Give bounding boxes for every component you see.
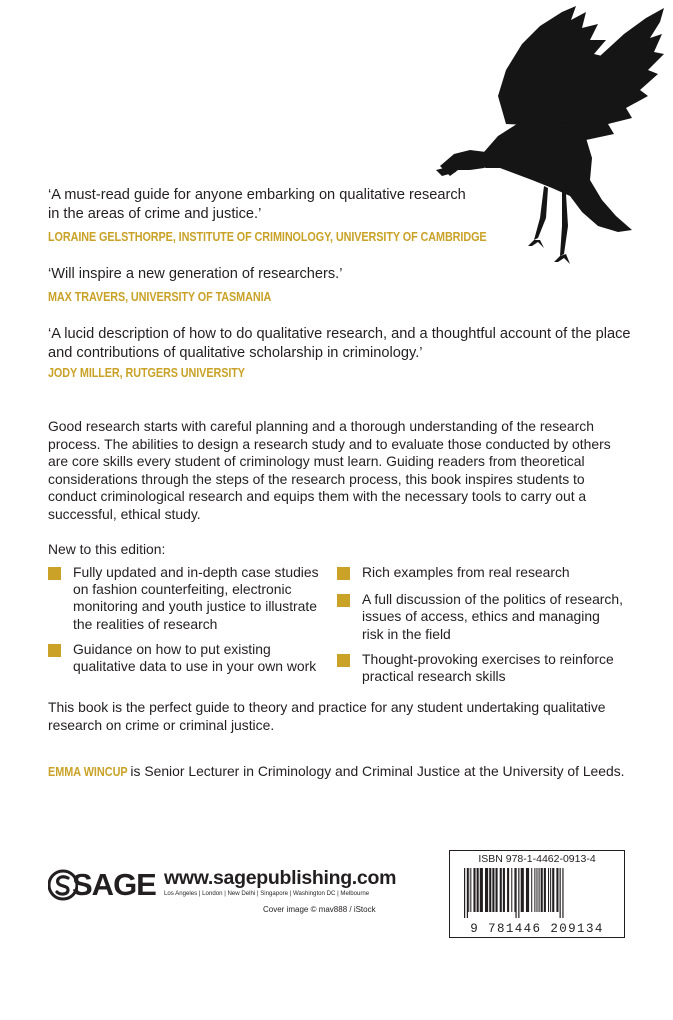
quote-2-text: ‘Will inspire a new generation of researchers.’	[48, 266, 343, 282]
bullet-square-icon	[48, 644, 61, 657]
isbn-number: ISBN 978-1-4462-0913-4	[478, 853, 596, 865]
list-item-text: Thought-provoking exercises to reinforce practical research skills	[362, 650, 614, 685]
new-edition-list-left	[48, 564, 336, 683]
barcode-digits: 9 781446 209134	[470, 922, 604, 936]
book-summary: This book is the perfect guide to theory and practice for any student undertaking qualitative research on crime or criminal justice.	[48, 699, 606, 733]
quote-2-attribution: MAX TRAVERS, UNIVERSITY OF TASMANIA	[48, 290, 272, 304]
list-item	[337, 651, 623, 685]
barcode-bars	[462, 868, 618, 918]
quote-3-text: ‘A lucid description of how to do qualitative research, and a thoughtful account of the place and contributions of qualitative scholarship in criminology.’	[48, 326, 631, 361]
quote-1-attribution: LORAINE GELSTHORPE, INSTITUTE OF CRIMINOLOGY, UNIVERSITY OF CAMBRIDGE	[48, 230, 487, 244]
bullet-square-icon	[337, 594, 350, 607]
list-item	[337, 564, 623, 581]
publisher-cities: Los Angeles | London | New Delhi | Singapore | Washington DC | Melbourne	[164, 890, 370, 897]
bullet-square-icon	[337, 654, 350, 667]
new-edition-heading: New to this edition:	[48, 541, 166, 557]
publisher-logo-text: SAGE	[72, 867, 156, 902]
publisher-website: www.sagepublishing.com	[164, 867, 397, 889]
list-item-text: A full discussion of the politics of research, issues of access, ethics and managing risk in the field	[362, 591, 623, 642]
crow-illustration	[436, 4, 668, 266]
list-item-text: Rich examples from real research	[362, 564, 570, 580]
isbn-barcode	[449, 850, 625, 938]
bullet-square-icon	[337, 567, 350, 580]
author-name: EMMA WINCUP	[48, 765, 128, 779]
list-item	[337, 591, 623, 643]
list-item-text: Guidance on how to put existing qualitative data to use in your own work	[73, 640, 317, 675]
bullet-square-icon	[48, 567, 61, 580]
cover-image-credit: Cover image © mav888 / iStock	[263, 905, 376, 914]
author-bio-text: is Senior Lecturer in Criminology and Criminal Justice at the University of Leeds.	[126, 763, 625, 779]
author-bio	[48, 763, 648, 782]
list-item-text: Fully updated and in-depth case studies on fashion counterfeiting, electronic monitoring and youth justice to illustrate the realities of research	[73, 564, 319, 632]
book-description: Good research starts with careful planning and a thorough understanding of the research process. The abilities to design a research study and to evaluate those conducted by others are core skills every student of criminology must learn. Guiding readers from theoretical considerations through the steps of the research process, this book inspires students to conduct criminological research and equips them with the necessary tools to carry out a successful, ethical study.	[48, 418, 611, 522]
publisher-logo	[48, 868, 162, 902]
list-item	[48, 564, 336, 633]
list-item	[48, 641, 336, 675]
quote-3-attribution: JODY MILLER, RUTGERS UNIVERSITY	[48, 366, 245, 380]
new-edition-list-right	[337, 564, 623, 693]
quote-1-text: ‘A must-read guide for anyone embarking on qualitative research in the areas of crime and justice.’	[48, 187, 466, 222]
